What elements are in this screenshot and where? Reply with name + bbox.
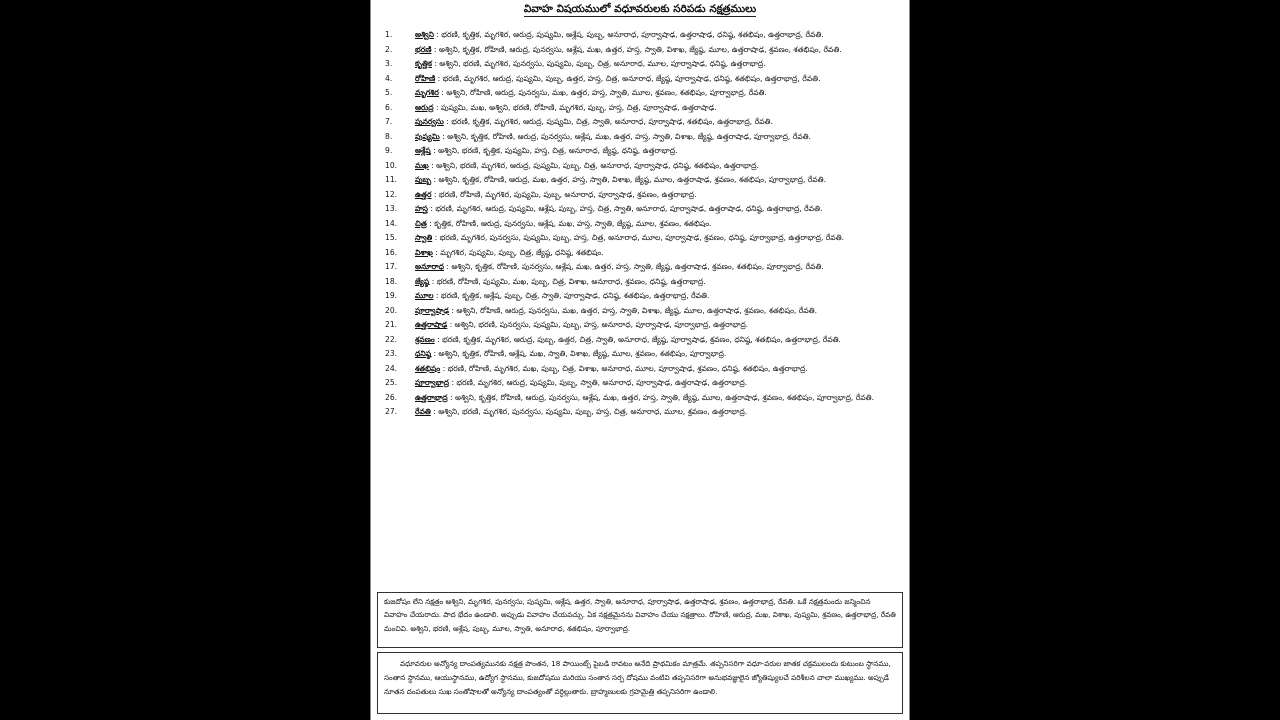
- nakshatra-name: మూల: [415, 291, 434, 300]
- item-text: [415, 217, 899, 232]
- nakshatra-name: శ్రవణం: [415, 334, 435, 344]
- item-text: [415, 188, 899, 203]
- item-number: 27.: [385, 407, 398, 416]
- compatible-nakshatras: : అశ్విని, రోహిణి, ఆరుద్ర, పునర్వసు, మఖ, ఉత్తర, హస్త, స్వాతి, మూల, శ్రవణం, శతభిషం, పూర్వాభాద్ర, రేవతి.: [438, 88, 767, 97]
- list-item: [385, 144, 899, 159]
- compatible-nakshatras: : భరణి, రోహిణి, పుష్యమి, మఖ, పుబ్బ, చిత్ర, విశాఖ, అనూరాధ, శ్రవణం, ధనిష్ఠ, ఉత్తరాభాద్ర.: [429, 276, 706, 286]
- item-number: 9.: [385, 146, 393, 155]
- item-number: 6.: [385, 102, 393, 112]
- item-number: 13.: [385, 204, 398, 213]
- nakshatra-list: [385, 28, 899, 420]
- item-text: [415, 101, 899, 116]
- nakshatra-name: ఆరుద్ర: [415, 102, 434, 112]
- list-item: [385, 101, 899, 116]
- compatible-nakshatras: : అశ్విని, భరణి, మృగశిర, పునర్వసు, పుష్యమి, పుబ్బ, చిత్ర, అనూరాధ, మూల, పూర్వాషాఢ, ధనిష్ఠ, ఉత్తరాభాద్ర.: [431, 59, 766, 68]
- compatible-nakshatras: : భరణి, మృగశిర, ఆరుద్ర, పుష్యమి, పుబ్బ, ఉత్తర, హస్త, చిత్ర, అనూరాధ, జ్యేష్ఠ, పూర్వాషాఢ, ధనిష్ఠ, శతభిషం, ఉత్తరాభాద్ర, రేవతి.: [435, 73, 821, 83]
- item-number: 24.: [385, 363, 398, 373]
- nakshatra-name: ఉత్తర: [415, 189, 432, 199]
- item-text: [415, 391, 899, 406]
- note-box: కుజదోషం లేని నక్షత్రం అశ్విని, మృగశిర, పునర్వసు, పుష్యమి, ఆశ్లేష, ఉత్తర, స్వాతి, అనూరాధ, పూర్వాషాఢ, ఉత్తరాషాఢ, శ్రవణం, ఉత్తరాభాద్ర, రేవతి. ఒకే నక్షత్రమందు జన్మించిన వివాహం చేయరాదు. పాద భేదం ఉండాలి. అప్పుడు వివాహం చేయవచ్చు. ఏక నక్షత్రమైనను వివాహం చేయు నక్షత్రాలు. రోహిణి, ఆరుద్ర, మఖ, విశాఖ, పుష్యమి, శ్రవణం, ఉత్తరాభాద్ర, రేవతి మంచివి. అశ్విని, భరణి, ఆశ్లేష, పుబ్బ, మూల, స్వాతి, అనూరాధ, శతభిషం, పూర్వాభాద్ర.: [377, 592, 903, 648]
- item-number: 25.: [385, 378, 398, 387]
- item-number: 2.: [385, 44, 393, 54]
- compatible-nakshatras: : భరణి, కృత్తిక, మృగశిర, ఆరుద్ర, పుబ్బ, ఉత్తర, చిత్ర, స్వాతి, అనూరాధ, జ్యేష్ఠ, పూర్వాషాఢ, శ్రవణం, ధనిష్ఠ, శతభిషం, ఉత్తరాభాద్ర, రేవతి.: [434, 334, 841, 344]
- list-item: [385, 333, 899, 348]
- item-text: [415, 362, 899, 377]
- item-text: [415, 202, 899, 217]
- list-item: [385, 304, 899, 319]
- nakshatra-name: రేవతి: [415, 407, 431, 416]
- compatible-nakshatras: : అశ్విని, కృత్తిక, రోహిణి, ఆరుద్ర, పునర్వసు, ఆశ్లేష, మఖ, ఉత్తర, హస్త, స్వాతి, విశాఖ, జ్యేష్ఠ, మూల, ఉత్తరాషాఢ, శ్రవణం, శతభిషం, రేవతి.: [431, 44, 842, 54]
- item-text: [415, 115, 899, 130]
- list-item: [385, 130, 899, 145]
- compatible-nakshatras: : కృత్తిక, రోహిణి, ఆరుద్ర, పునర్వసు, ఆశ్లేష, మఖ, హస్త, స్వాతి, జ్యేష్ఠ, మూల, శ్రవణం, శతభిషం.: [426, 218, 712, 228]
- compatible-nakshatras: : భరణి, కృత్తిక, మృగశిర, ఆరుద్ర, పుష్యమి, చిత్ర, స్వాతి, అనూరాధ, పూర్వాషాఢ, శతభిషం, ఉత్తరాభాద్ర, రేవతి.: [443, 117, 773, 126]
- item-text: [415, 130, 899, 145]
- nakshatra-name: అనూరాధ: [415, 262, 444, 271]
- list-item: [385, 72, 899, 87]
- compatible-nakshatras: : అశ్విని, కృత్తిక, రోహిణి, ఆశ్లేష, మఖ, స్వాతి, విశాఖ, జ్యేష్ఠ, మూల, శ్రవణం, శతభిషం, పూర్వాభాద్ర.: [431, 349, 727, 358]
- item-number: 26.: [385, 392, 398, 402]
- nakshatra-name: పూర్వాషాఢ: [415, 305, 449, 315]
- list-item: [385, 391, 899, 406]
- item-number: 10.: [385, 160, 398, 170]
- list-item: [385, 43, 899, 58]
- list-item: [385, 86, 899, 101]
- item-text: [415, 86, 899, 101]
- list-item: [385, 275, 899, 290]
- item-number: 18.: [385, 276, 398, 286]
- nakshatra-name: పునర్వసు: [415, 117, 444, 126]
- list-item: [385, 289, 899, 304]
- item-number: 15.: [385, 233, 398, 242]
- item-text: [415, 304, 899, 319]
- item-text: [415, 159, 899, 174]
- compatible-nakshatras: : మృగశిర, పుష్యమి, పుబ్బ, చిత్ర, జ్యేష్ఠ, ధనిష్ఠ, శతభిషం.: [432, 247, 604, 257]
- item-number: 4.: [385, 73, 393, 83]
- nakshatra-name: ఉత్తరాభాద్ర: [415, 392, 448, 402]
- nakshatra-name: ఉత్తరాషాఢ: [415, 320, 448, 329]
- nakshatra-name: అశ్విని: [415, 30, 434, 39]
- item-text: [415, 246, 899, 261]
- item-text: [415, 318, 899, 333]
- item-text: [415, 43, 899, 58]
- item-number: 17.: [385, 262, 398, 271]
- nakshatra-name: చిత్ర: [415, 218, 427, 228]
- compatible-nakshatras: : అశ్విని, రోహిణి, ఆరుద్ర, పునర్వసు, మఖ, ఉత్తర, హస్త, స్వాతి, విశాఖ, జ్యేష్ఠ, మూల, ఉత్తరాషాఢ, శ్రవణం, శతభిషం, రేవతి.: [448, 305, 817, 315]
- item-text: [415, 376, 899, 391]
- item-number: 7.: [385, 117, 393, 126]
- nakshatra-name: మృగశిర: [415, 88, 439, 97]
- item-number: 11.: [385, 175, 398, 184]
- item-number: 1.: [385, 30, 393, 39]
- compatible-nakshatras: : అశ్విని, భరణి, మృగశిర, ఆరుద్ర, పుష్యమి, పుబ్బ, చిత్ర, అనూరాధ, పూర్వాషాఢ, ధనిష్ఠ, శతభిషం, ఉత్తరాభాద్ర.: [428, 160, 759, 170]
- advice-box: వధూవరుల అన్యోన్య దాంపత్యమునకు నక్షత్ర పొంతన, 18 పాయింట్స్ పైబడి రావటం అనేది ప్రాథమికం మాత్రమే. తప్పనిసరిగా వధూ-వరుల జాతక చక్రములందు కుటుంబ స్థానము, సంతాన స్థానము, ఆయుస్థానము, ఉద్యోగ స్థానము, కుజదోషము మరియు సంతాన సర్ప దోషము వంటివి తప్పనిసరిగా అనుభవజ్ఞులైన జ్యోతిష్యులచే పరిశీలన చాలా ముఖ్యము. అప్పుడే నూతన దంపతులు సుఖ సంతోషాలతో అన్యోన్య దాంపత్యంతో వర్ధిల్లుతారు. బ్రాహ్మణులకు గ్రహమైత్రి తప్పనిసరిగా ఉండాలి.: [377, 652, 903, 714]
- item-number: 19.: [385, 291, 398, 300]
- list-item: [385, 28, 899, 43]
- compatible-nakshatras: : అశ్విని, భరణి, పునర్వసు, పుష్యమి, పుబ్బ, హస్త, అనూరాధ, పూర్వాషాఢ, పూర్వాభాద్ర, ఉత్తరాభాద్ర.: [447, 320, 749, 329]
- item-text: [415, 333, 899, 348]
- compatible-nakshatras: : భరణి, మృగశిర, ఆరుద్ర, పుష్యమి, పుబ్బ, స్వాతి, అనూరాధ, పూర్వాషాఢ, ఉత్తరాషాఢ, ఉత్తరాభాద్ర.: [449, 378, 748, 387]
- compatible-nakshatras: : భరణి, రోహిణి, మృగశిర, మఖ, పుబ్బ, చిత్ర, విశాఖ, అనూరాధ, మూల, పూర్వాషాఢ, శ్రవణం, ధనిష్ఠ, శతభిషం, ఉత్తరాభాద్ర.: [440, 363, 808, 373]
- item-number: 5.: [385, 88, 393, 97]
- item-text: [415, 275, 899, 290]
- item-number: 12.: [385, 189, 398, 199]
- nakshatra-name: కృత్తిక: [415, 59, 432, 68]
- compatible-nakshatras: : భరణి, మృగశిర, ఆరుద్ర, పుష్యమి, ఆశ్లేష, పుబ్బ, హస్త, చిత్ర, స్వాతి, అనూరాధ, పూర్వాషాఢ, ఉత్తరాషాఢ, ధనిష్ఠ, ఉత్తరాభాద్ర, రేవతి.: [427, 204, 823, 213]
- list-item: [385, 115, 899, 130]
- item-text: [415, 72, 899, 87]
- list-item: [385, 188, 899, 203]
- list-item: [385, 405, 899, 420]
- list-item: [385, 173, 899, 188]
- item-text: [415, 144, 899, 159]
- nakshatra-name: పూర్వాభాద్ర: [415, 378, 450, 387]
- item-text: [415, 57, 899, 72]
- item-number: 23.: [385, 349, 398, 358]
- list-item: [385, 57, 899, 72]
- nakshatra-name: రోహిణి: [415, 73, 436, 83]
- item-number: 22.: [385, 334, 398, 344]
- list-item: [385, 362, 899, 377]
- item-text: [415, 405, 899, 420]
- nakshatra-name: శతభిషం: [415, 363, 441, 373]
- item-number: 3.: [385, 59, 393, 68]
- item-text: [415, 347, 899, 362]
- compatible-nakshatras: : భరణి, కృత్తిక, ఆశ్లేష, పుబ్బ, చిత్ర, స్వాతి, పూర్వాషాఢ, ధనిష్ఠ, శతభిషం, ఉత్తరాభాద్ర, రేవతి.: [433, 291, 710, 300]
- list-item: [385, 318, 899, 333]
- nakshatra-name: మఖ: [415, 160, 429, 170]
- document-page: [370, 0, 910, 720]
- compatible-nakshatras: : అశ్విని, కృత్తిక, రోహిణి, పునర్వసు, ఆశ్లేష, మఖ, ఉత్తర, హస్త, స్వాతి, జ్యేష్ఠ, ఉత్తరాషాఢ, శ్రవణం, శతభిషం, పూర్వాభాద్ర, రేవతి.: [443, 262, 824, 271]
- compatible-nakshatras: : పుష్యమి, మఖ, అశ్విని, భరణి, రోహిణి, మృగశిర, పుబ్బ, హస్త, చిత్ర, పూర్వాషాఢ, ఉత్తరాషాఢ.: [433, 102, 717, 112]
- item-number: 21.: [385, 320, 398, 329]
- list-item: [385, 202, 899, 217]
- list-item: [385, 159, 899, 174]
- item-text: [415, 289, 899, 304]
- item-text: [415, 231, 899, 246]
- list-item: [385, 260, 899, 275]
- compatible-nakshatras: : అశ్విని, భరణి, మృగశిర, పునర్వసు, పుష్యమి, పుబ్బ, హస్త, చిత్ర, అనూరాధ, మూల, శ్రవణం, ఉత్తరాభాద్ర.: [430, 407, 748, 416]
- compatible-nakshatras: : భరణి, కృత్తిక, మృగశిర, ఆరుద్ర, పుష్యమి, ఆశ్లేష, పుబ్బ, అనూరాధ, పూర్వాషాఢ, ఉత్తరాషాఢ, ధనిష్ఠ, శతభిషం, ఉత్తరాభాద్ర, రేవతి.: [433, 30, 824, 39]
- nakshatra-name: విశాఖ: [415, 247, 433, 257]
- item-text: [415, 173, 899, 188]
- compatible-nakshatras: : అశ్విని, కృత్తిక, రోహిణి, ఆరుద్ర, పునర్వసు, ఆశ్లేష, మఖ, ఉత్తర, హస్త, స్వాతి, జ్యేష్ఠ, మూల, ఉత్తరాషాఢ, శ్రవణం, శతభిషం, పూర్వాభాద్ర, రేవతి.: [447, 392, 875, 402]
- nakshatra-name: పుష్యమి: [415, 131, 440, 141]
- nakshatra-name: స్వాతి: [415, 233, 433, 242]
- item-number: 16.: [385, 247, 398, 257]
- list-item: [385, 217, 899, 232]
- item-number: 14.: [385, 218, 398, 228]
- compatible-nakshatras: : భరణి, రోహిణి, మృగశిర, పుష్యమి, పుబ్బ, అనూరాధ, పూర్వాషాఢ, శ్రవణం, ఉత్తరాభాద్ర.: [431, 189, 697, 199]
- nakshatra-name: జ్యేష్ఠ: [415, 276, 430, 286]
- item-number: 20.: [385, 305, 398, 315]
- item-text: [415, 28, 899, 43]
- nakshatra-name: హస్త: [415, 204, 428, 213]
- compatible-nakshatras: : అశ్విని, భరణి, కృత్తిక, పుష్యమి, హస్త, చిత్ర, అనూరాధ, జ్యేష్ఠ, ధనిష్ఠ, ఉత్తరాభాద్ర.: [430, 146, 678, 155]
- nakshatra-name: పుబ్బ: [415, 175, 432, 184]
- nakshatra-name: ధనిష్ఠ: [415, 349, 432, 358]
- compatible-nakshatras: : అశ్విని, కృత్తిక, రోహిణి, ఆరుద్ర, మఖ, ఉత్తర, హస్త, స్వాతి, విశాఖ, జ్యేష్ఠ, మూల, ఉత్తరాషాఢ, శ్రవణం, శతభిషం, పూర్వాభాద్ర, రేవతి.: [431, 175, 827, 184]
- nakshatra-name: ఆశ్లేష: [415, 146, 431, 155]
- item-number: 8.: [385, 131, 393, 141]
- page-title: వివాహ విషయములో వధూవరులకు సరిపడు నక్షత్రములు: [523, 3, 757, 15]
- list-item: [385, 231, 899, 246]
- list-item: [385, 376, 899, 391]
- compatible-nakshatras: : అశ్విని, కృత్తిక, రోహిణి, ఆరుద్ర, పునర్వసు, ఆశ్లేష, మఖ, ఉత్తర, హస్త, స్వాతి, విశాఖ, జ్యేష్ఠ, ఉత్తరాషాఢ, పూర్వాభాద్ర, రేవతి.: [439, 131, 811, 141]
- compatible-nakshatras: : భరణి, మృగశిర, పునర్వసు, పుష్యమి, పుబ్బ, హస్త, చిత్ర, అనూరాధ, మూల, పూర్వాషాఢ, శ్రవణం, ధనిష్ఠ, పూర్వాభాద్ర, ఉత్తరాభాద్ర, రేవతి.: [432, 233, 845, 242]
- nakshatra-name: భరణి: [415, 44, 432, 54]
- list-item: [385, 246, 899, 261]
- list-item: [385, 347, 899, 362]
- item-text: [415, 260, 899, 275]
